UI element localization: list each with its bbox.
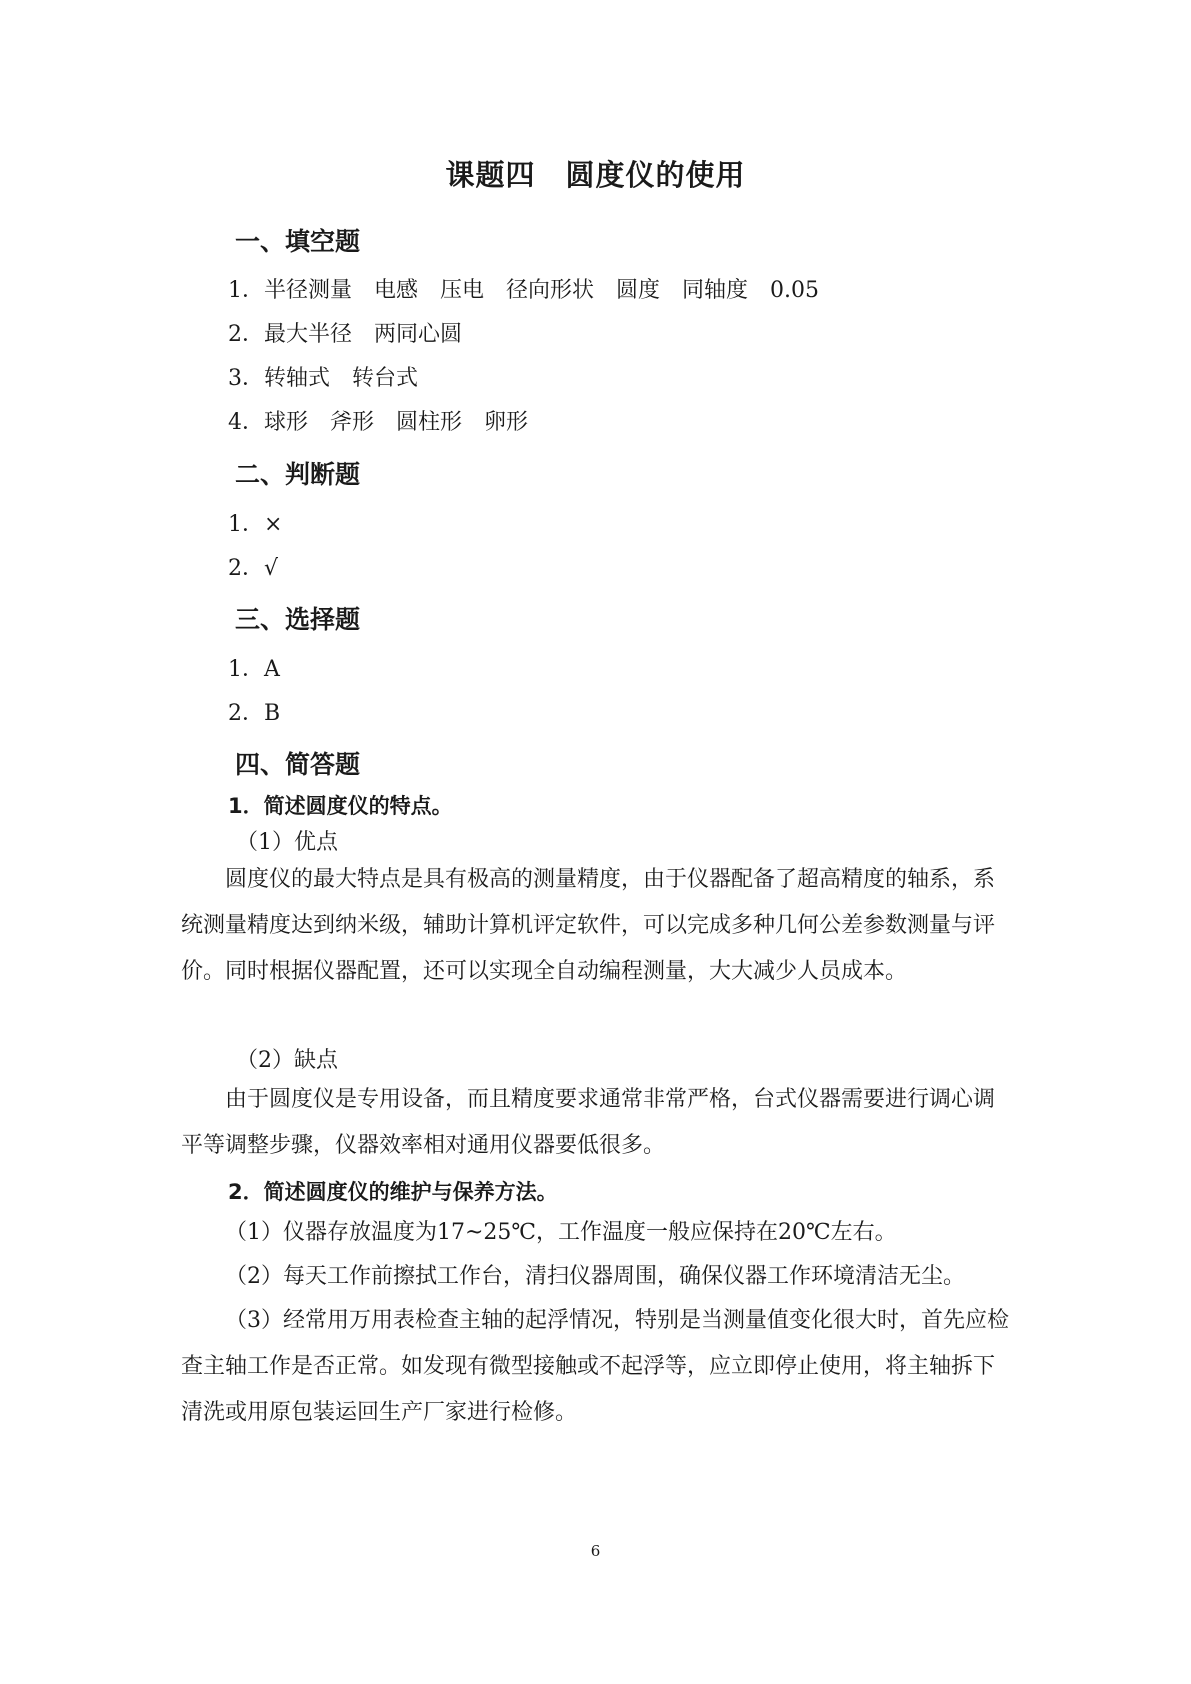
answer-line: 1．半径测量 电感 压电 径向形状 圆度 同轴度 0.05 (228, 278, 819, 303)
question-heading: 2．简述圆度仪的维护与保养方法。 (228, 1180, 558, 1204)
paragraph-text: （2）每天工作前擦拭工作台，清扫仪器周围，确保仪器工作环境清洁无尘。 (225, 1264, 965, 1289)
section-heading-multiple-choice: 三、选择题 (235, 605, 361, 634)
subheading-disadvantages: （2）缺点 (236, 1048, 338, 1073)
paragraph-text: （3）经常用万用表检查主轴的起浮情况，特别是当测量值变化很大时，首先应检查主轴工作是否正常。如发现有微型接触或不起浮等，应立即停止使用，将主轴拆下清洗或用原包装运回生产厂家进行检修。 (181, 1308, 1009, 1425)
subheading-advantages: （1）优点 (236, 830, 338, 855)
answer-line: 1．A (228, 657, 280, 682)
page-number: 6 (590, 1542, 601, 1560)
paragraph-text: （1）仪器存放温度为17~25℃，工作温度一般应保持在20℃左右。 (225, 1220, 897, 1245)
paragraph (181, 857, 1009, 995)
page-title: 课题四 圆度仪的使用 (445, 158, 746, 192)
paragraph (181, 1077, 1009, 1169)
answer-line: 2．√ (228, 556, 279, 581)
answer-line: 2．最大半径 两同心圆 (228, 322, 462, 347)
paragraph-text: 由于圆度仪是专用设备，而且精度要求通常非常严格，台式仪器需要进行调心调平等调整步骤，仪器效率相对通用仪器要低很多。 (181, 1087, 996, 1158)
answer-line: 1．× (228, 512, 283, 537)
paragraph (181, 1254, 1009, 1300)
section-heading-true-false: 二、判断题 (235, 460, 361, 489)
answer-line: 3．转轴式 转台式 (228, 366, 418, 391)
paragraph-text: 圆度仪的最大特点是具有极高的测量精度，由于仪器配备了超高精度的轴系，系统测量精度达到纳米级，辅助计算机评定软件，可以完成多种几何公差参数测量与评价。同时根据仪器配置，还可以实现全自动编程测量，大大减少人员成本。 (181, 867, 996, 984)
paragraph (181, 1210, 1009, 1256)
answer-line: 4．球形 斧形 圆柱形 卵形 (228, 410, 528, 435)
section-heading-short-answer: 四、简答题 (235, 750, 361, 779)
paragraph (181, 1298, 1009, 1436)
question-heading: 1．简述圆度仪的特点。 (228, 794, 453, 818)
section-heading-fill-blank: 一、填空题 (235, 227, 361, 256)
answer-line: 2．B (228, 701, 281, 726)
